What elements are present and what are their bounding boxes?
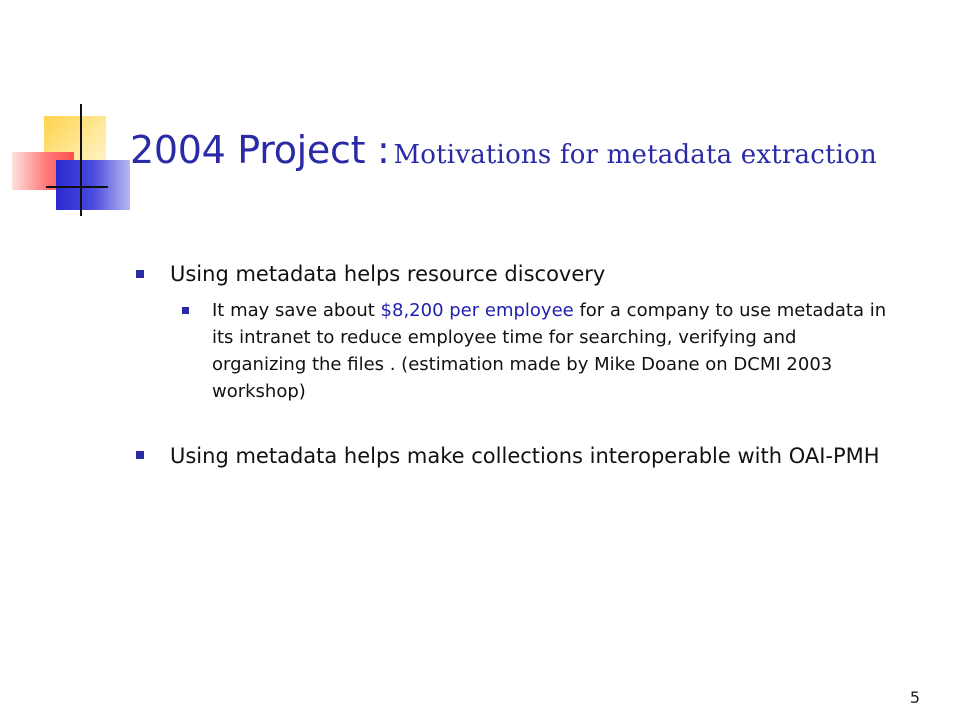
bullet-text: Using metadata helps resource discovery xyxy=(170,262,606,286)
bullet-resource-discovery xyxy=(132,258,932,291)
logo-blue-square xyxy=(56,160,130,210)
page-number: 5 xyxy=(909,688,920,707)
bullet-interoperability xyxy=(132,439,950,473)
bullet-square-icon xyxy=(136,451,144,459)
logo-vertical-line xyxy=(80,104,82,216)
bullet-square-icon xyxy=(136,270,144,278)
slide-title xyxy=(130,128,930,172)
subbullet-highlight-amount: $8,200 per employee xyxy=(380,300,574,321)
slide-content xyxy=(132,258,932,473)
decorative-squares-logo xyxy=(0,90,140,230)
slide-title-subtitle: Motivations for metadata extraction xyxy=(393,140,877,170)
bullet-square-icon xyxy=(182,307,189,314)
subbullet-text-after: for a company to use metadata in its intranet to reduce employee time for searching, verifying and organizing the files . (estimation made by Mike Doane on DCMI 2003 workshop) xyxy=(212,300,887,402)
logo-horizontal-line xyxy=(46,186,108,188)
bullet-text: Using metadata helps make collections interoperable with OAI-PMH xyxy=(170,444,880,468)
subbullet-cost-savings xyxy=(172,297,892,405)
slide-title-main: 2004 Project : xyxy=(130,128,390,172)
subbullet-text-before: It may save about xyxy=(212,300,381,321)
